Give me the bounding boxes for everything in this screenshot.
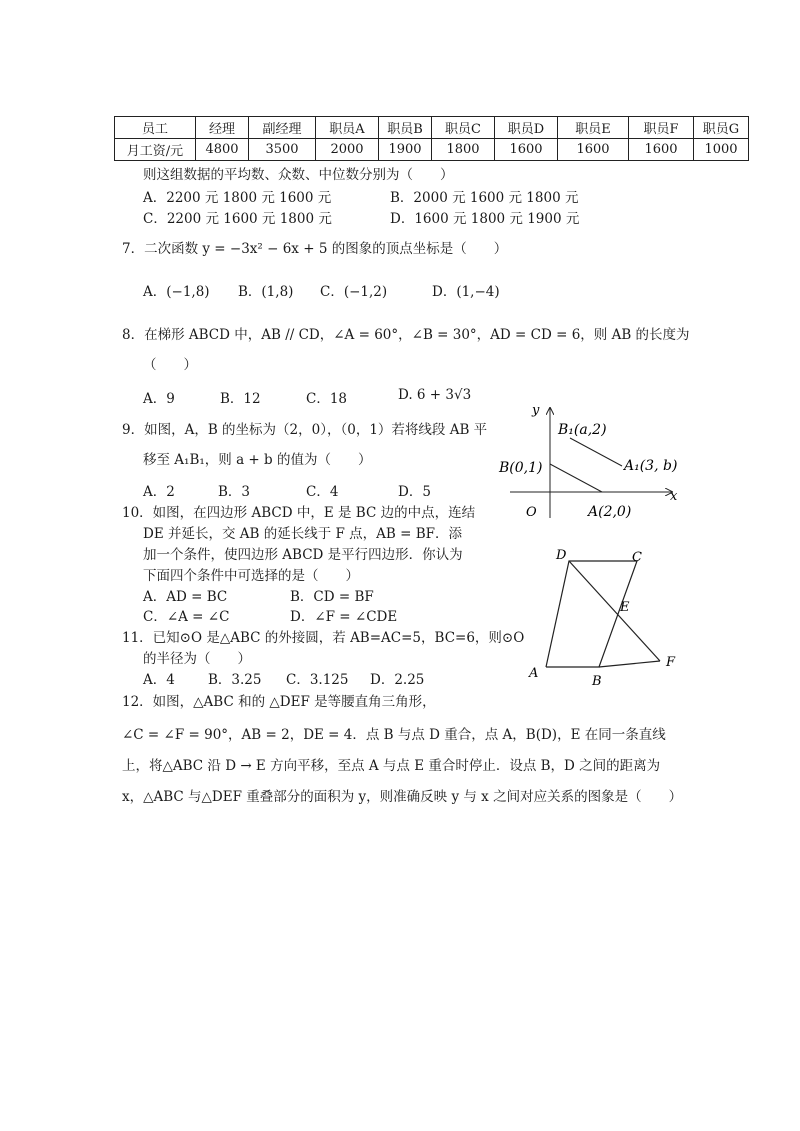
- point-b-label: B: [592, 674, 602, 689]
- q12-line3: 上，将△ABC 沿 D → E 方向平移，至点 A 与点 E 重合时停止．设点 B，D 之间的距离为: [122, 758, 661, 774]
- q9-coordinate-figure: [490, 398, 690, 523]
- q9-line2: 移至 A₁B₁，则 a + b 的值为（ ）: [143, 452, 372, 468]
- q10-option-c: C．∠A = ∠C: [143, 609, 230, 625]
- wage-table: [114, 116, 749, 161]
- table-cell: 职员G: [694, 117, 749, 139]
- q8-option-d: D. 6 + 3√3: [398, 387, 472, 403]
- table-cell: 职员E: [558, 117, 629, 139]
- point-f-label: F: [666, 655, 676, 670]
- q10-option-d: D．∠F = ∠CDE: [290, 609, 398, 625]
- q10-line3: 加一个条件，使四边形 ABCD 是平行四边形．你认为: [143, 547, 463, 563]
- q6-option-d: D．1600 元 1800 元 1900 元: [390, 211, 580, 227]
- table-cell: 1800: [432, 139, 495, 161]
- q8-option-b: B．12: [220, 391, 261, 407]
- table-cell: 1900: [379, 139, 432, 161]
- q8-option-a: A．9: [143, 391, 175, 407]
- q8-option-c: C．18: [306, 391, 348, 407]
- segment-bf: [599, 661, 660, 667]
- x-axis-label: x: [670, 489, 678, 504]
- table-cell: 4800: [196, 139, 249, 161]
- q6-option-c: C．2200 元 1600 元 1800 元: [143, 211, 332, 227]
- q6-option-a: A．2200 元 1800 元 1600 元: [143, 190, 332, 206]
- table-cell: 1600: [495, 139, 558, 161]
- q6-stem: 则这组数据的平均数、众数、中位数分别为（ ）: [143, 167, 454, 183]
- q10-line2: DE 并延长，交 AB 的延长线于 F 点，AB = BF．添: [143, 526, 463, 542]
- table-cell: 1600: [629, 139, 694, 161]
- point-e-label: E: [620, 600, 630, 615]
- q11-option-c: C．3.125: [286, 672, 349, 688]
- table-cell: 3500: [249, 139, 316, 161]
- q9-option-d: D．5: [398, 484, 431, 500]
- q10-quadrilateral-figure: [522, 545, 687, 690]
- q11-option-d: D．2.25: [370, 672, 425, 688]
- table-cell: 1600: [558, 139, 629, 161]
- q11-line1: 11．已知⊙O 是△ABC 的外接圆，若 AB=AC=5，BC=6，则⊙O: [122, 630, 525, 646]
- table-cell: 1000: [694, 139, 749, 161]
- table-cell: 员工: [115, 117, 196, 139]
- table-cell: 2000: [316, 139, 379, 161]
- q8-stem-paren: （ ）: [143, 357, 197, 373]
- point-a1-label: A₁(3, b): [624, 458, 678, 474]
- table-cell: 副经理: [249, 117, 316, 139]
- q12-line1: 12．如图，△ABC 和的 △DEF 是等腰直角三角形，: [122, 694, 436, 710]
- q7-stem: 7．二次函数 y = −3x² − 6x + 5 的图象的顶点坐标是（ ）: [122, 241, 508, 257]
- q11-option-a: A．4: [143, 672, 175, 688]
- point-a-label: A: [529, 666, 539, 681]
- q10-option-b: B．CD = BF: [290, 589, 374, 605]
- q9-line1: 9．如图，A，B 的坐标为（2，0），（0，1）若将线段 AB 平: [122, 422, 488, 438]
- q7-option-d: D．(1,−4): [432, 284, 500, 300]
- table-cell: 职员C: [432, 117, 495, 139]
- q6-option-b: B．2000 元 1600 元 1800 元: [390, 190, 579, 206]
- table-cell: 职员F: [629, 117, 694, 139]
- point-c-label: C: [632, 550, 642, 565]
- table-cell: 经理: [196, 117, 249, 139]
- q12-line4: x，△ABC 与△DEF 重叠部分的面积为 y，则准确反映 y 与 x 之间对应关系的图象是（ ）: [122, 789, 683, 805]
- table-cell: 月工资/元: [115, 139, 196, 161]
- q7-option-b: B．(1,8): [238, 284, 294, 300]
- q11-line2: 的半径为（ ）: [143, 651, 251, 667]
- table-cell: 职员A: [316, 117, 379, 139]
- q7-option-a: A．(−1,8): [143, 284, 210, 300]
- point-b-label: B(0,1): [499, 460, 543, 476]
- point-b1-label: B₁(a,2): [558, 422, 607, 438]
- table-row: [115, 117, 749, 139]
- table-row: [115, 139, 749, 161]
- q10-line1: 10．如图，在四边形 ABCD 中，E 是 BC 边的中点，连结: [122, 505, 476, 521]
- table-cell: 职员D: [495, 117, 558, 139]
- origin-label: O: [526, 505, 537, 520]
- point-d-label: D: [556, 548, 567, 563]
- q10-option-a: A．AD = BC: [143, 589, 228, 605]
- segment-a1b1: [570, 438, 622, 466]
- segment-df: [569, 561, 660, 661]
- y-axis-label: y: [532, 403, 540, 418]
- q11-option-b: B．3.25: [208, 672, 262, 688]
- segment-ab: [550, 464, 602, 492]
- table-cell: 职员B: [379, 117, 432, 139]
- q7-option-c: C．(−1,2): [320, 284, 388, 300]
- q9-option-a: A．2: [143, 484, 175, 500]
- point-a-label: A(2,0): [588, 504, 632, 520]
- q10-line4: 下面四个条件中可选择的是（ ）: [143, 568, 359, 584]
- q9-option-c: C．4: [306, 484, 339, 500]
- q12-line2: ∠C = ∠F = 90°，AB = 2，DE = 4．点 B 与点 D 重合，点 A，B(D)，E 在同一条直线: [122, 727, 666, 743]
- q9-option-b: B．3: [218, 484, 251, 500]
- q8-stem: 8．在梯形 ABCD 中，AB // CD，∠A = 60°，∠B = 30°，AD = CD = 6，则 AB 的长度为: [122, 327, 690, 343]
